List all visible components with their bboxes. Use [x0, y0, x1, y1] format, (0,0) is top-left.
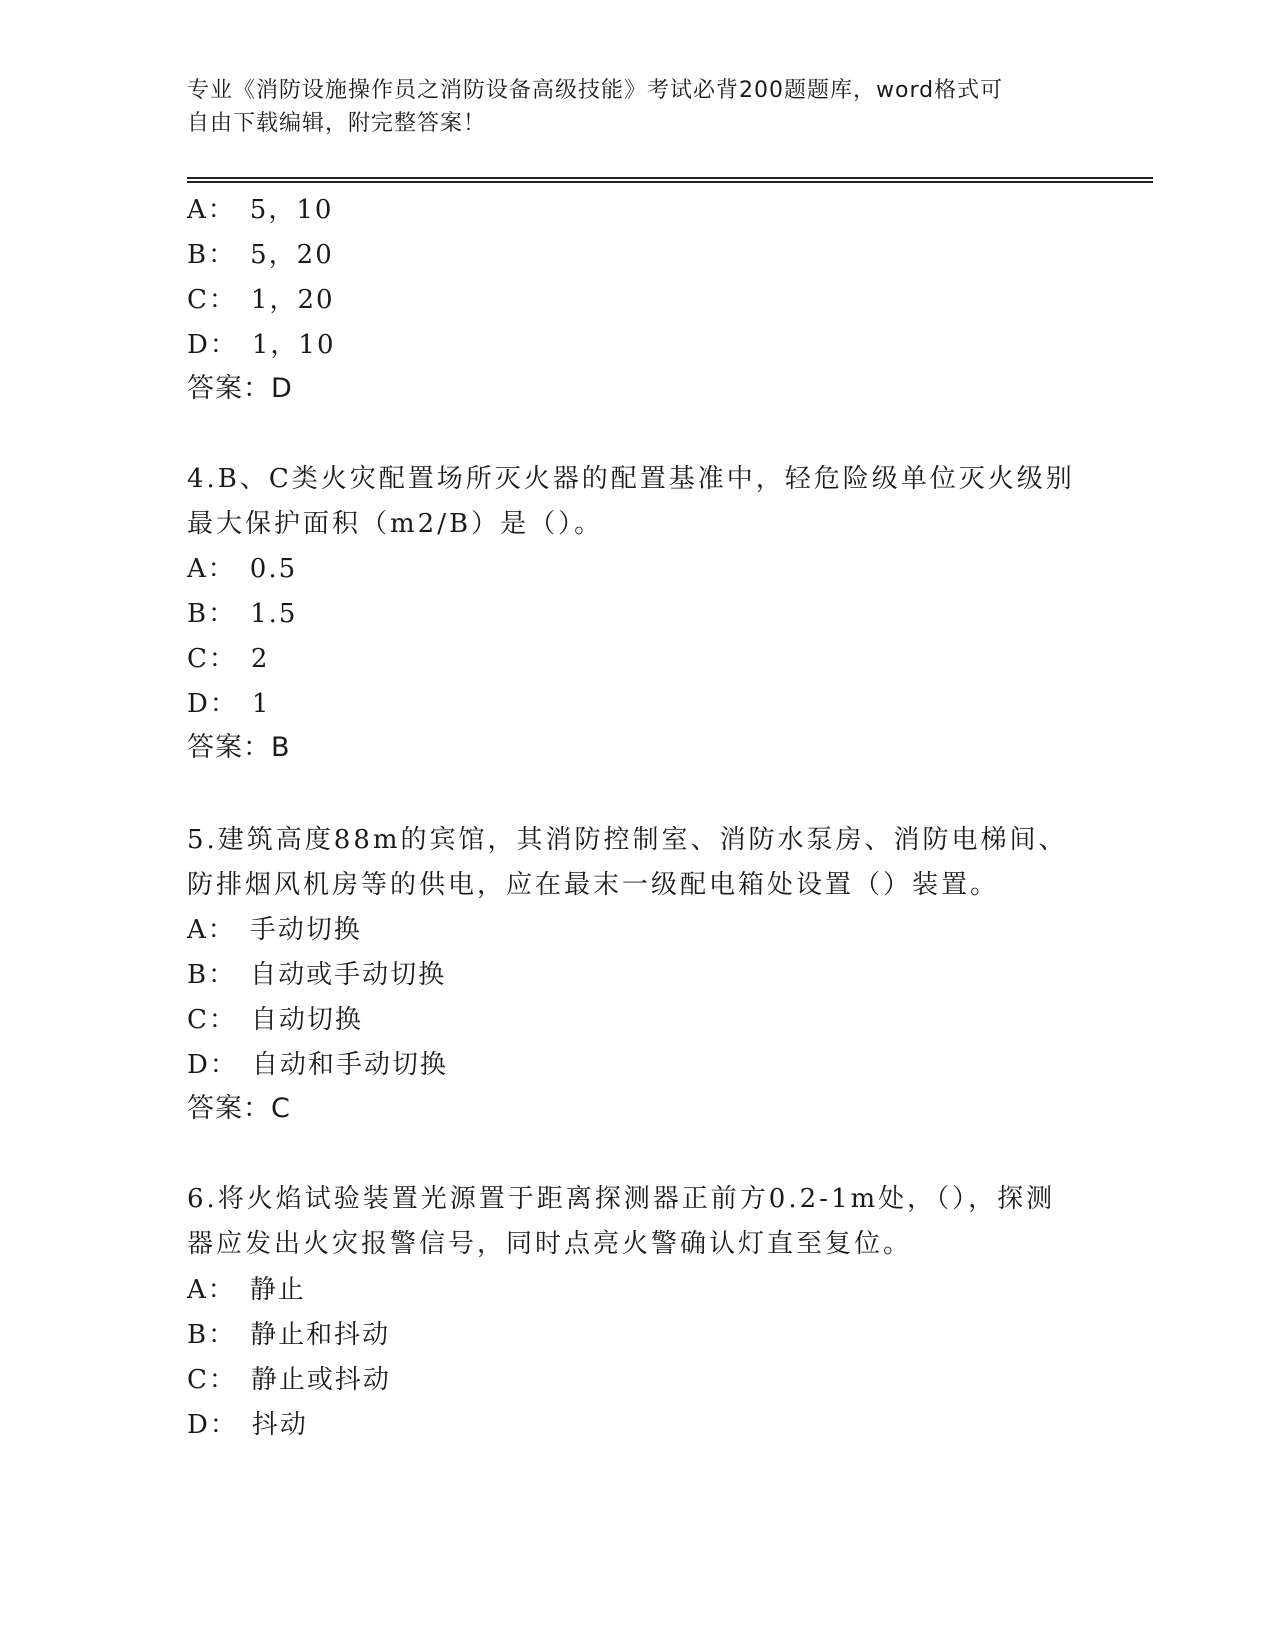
- header-divider-bottom: [187, 181, 1153, 183]
- q5-answer: 答案：C: [187, 1093, 291, 1124]
- q5-option-d: D： 自动和手动切换: [187, 1050, 448, 1080]
- document-header: [187, 74, 1087, 140]
- q4-answer: 答案：B: [187, 732, 291, 763]
- q4-option-c: C： 2: [187, 644, 270, 674]
- q6-option-b: B： 静止和抖动: [187, 1320, 391, 1350]
- q5-option-a: A： 手动切换: [187, 915, 362, 945]
- q6-option-c: C： 静止或抖动: [187, 1365, 391, 1395]
- q4-stem-line-2: 最大保护面积（m2/B）是（）。: [187, 509, 604, 539]
- q5-stem-line-1: 5.建筑高度88m的宾馆，其消防控制室、消防水泵房、消防电梯间、: [187, 825, 1068, 855]
- q6-stem-line-1: 6.将火焰试验装置光源置于距离探测器正前方0.2-1m处，（），探测: [187, 1184, 1056, 1214]
- q3-option-d: D： 1，10: [187, 330, 336, 360]
- q6-option-d: D： 抖动: [187, 1410, 308, 1440]
- q4-option-b: B： 1.5: [187, 599, 298, 629]
- q5-option-b: B： 自动或手动切换: [187, 960, 447, 990]
- header-divider-top: [187, 177, 1153, 179]
- q4-option-a: A： 0.5: [187, 554, 298, 584]
- q6-option-a: A： 静止: [187, 1275, 306, 1305]
- header-line-2: 自由下载编辑，附完整答案！: [187, 111, 487, 136]
- q4-option-d: D： 1: [187, 689, 271, 719]
- q5-stem-line-2: 防排烟风机房等的供电，应在最末一级配电箱处设置（）装置。: [187, 870, 1000, 900]
- q4-stem-line-1: 4.B、C类火灾配置场所灭火器的配置基准中，轻危险级单位灭火级别: [187, 464, 1075, 494]
- q6-stem-line-2: 器应发出火灾报警信号，同时点亮火警确认灯直至复位。: [187, 1229, 913, 1259]
- q3-answer: 答案：D: [187, 373, 293, 404]
- q3-option-b: B： 5，20: [187, 240, 334, 270]
- header-line-1: 专业《消防设施操作员之消防设备高级技能》考试必背200题题库，word格式可: [187, 78, 1004, 103]
- q5-option-c: C： 自动切换: [187, 1005, 363, 1035]
- q3-option-a: A： 5，10: [187, 195, 334, 225]
- q3-option-c: C： 1，20: [187, 285, 335, 315]
